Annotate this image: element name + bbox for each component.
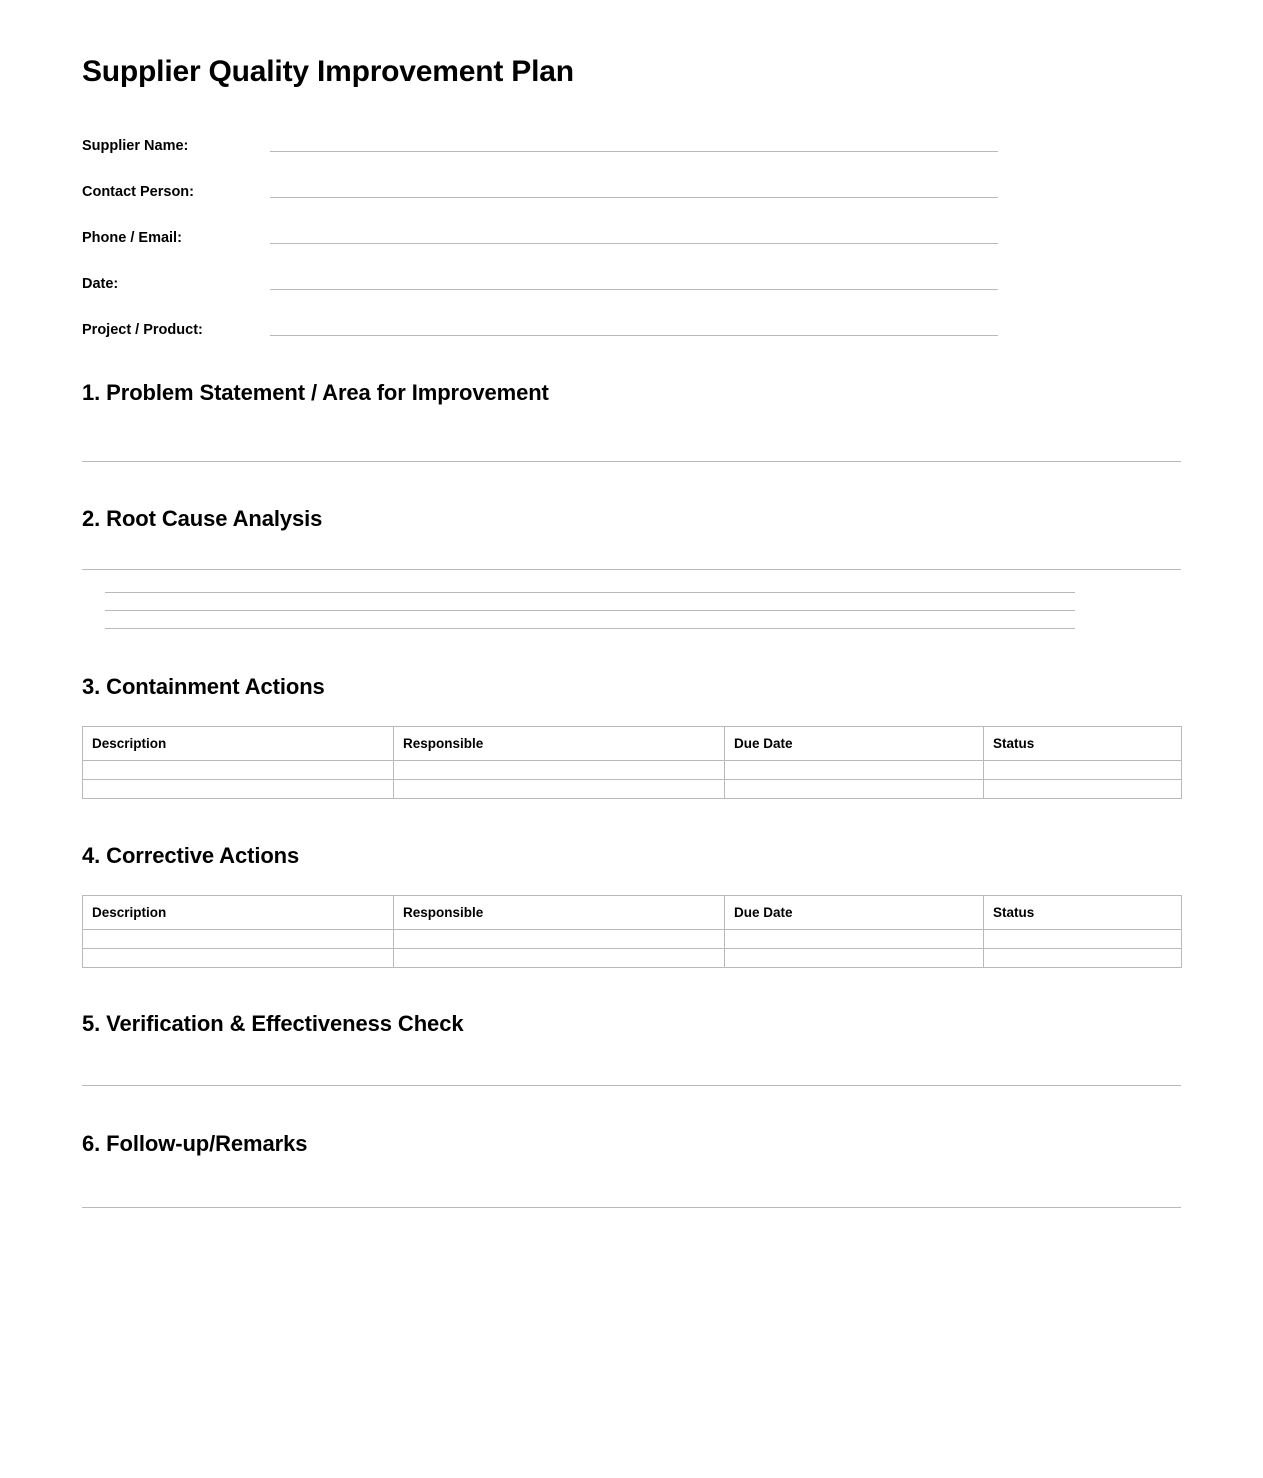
meta-row-contact-person xyxy=(82,156,1181,202)
cell-responsible[interactable] xyxy=(394,779,725,798)
cell-due-date[interactable] xyxy=(725,930,984,949)
page-title: Supplier Quality Improvement Plan xyxy=(82,55,574,88)
cell-status[interactable] xyxy=(984,930,1182,949)
column-header-responsible: Responsible xyxy=(394,896,725,930)
section-1-heading: 1. Problem Statement / Area for Improvement xyxy=(82,380,549,405)
column-header-description: Description xyxy=(83,726,394,760)
section-2-heading: 2. Root Cause Analysis xyxy=(82,506,323,532)
cell-due-date[interactable] xyxy=(725,760,984,779)
column-header-due-date: Due Date xyxy=(725,726,984,760)
date-label: Date: xyxy=(82,275,119,292)
meta-row-phone-email xyxy=(82,202,1181,248)
section-containment-actions xyxy=(82,674,1181,799)
section-3-heading: 3. Containment Actions xyxy=(82,673,325,699)
project-product-input[interactable] xyxy=(270,335,998,336)
phone-email-input[interactable] xyxy=(270,243,998,244)
cell-due-date[interactable] xyxy=(725,779,984,798)
column-header-due-date: Due Date xyxy=(725,896,984,930)
table-row xyxy=(83,930,1182,949)
section-4-heading: 4. Corrective Actions xyxy=(82,842,300,868)
column-header-status: Status xyxy=(984,726,1182,760)
section-problem-statement xyxy=(82,380,1181,462)
cell-responsible[interactable] xyxy=(394,930,725,949)
follow-up-answer-area[interactable] xyxy=(82,1207,1181,1208)
section-follow-up-remarks xyxy=(82,1131,1181,1207)
table-row xyxy=(83,779,1182,798)
cell-due-date[interactable] xyxy=(725,949,984,968)
corrective-actions-table xyxy=(82,895,1182,968)
date-input[interactable] xyxy=(270,289,998,290)
cell-description[interactable] xyxy=(83,930,394,949)
root-cause-answer-area[interactable] xyxy=(82,569,1181,570)
meta-row-date xyxy=(82,248,1181,294)
column-header-status: Status xyxy=(984,896,1182,930)
section-corrective-actions xyxy=(82,843,1181,968)
root-cause-write-line[interactable] xyxy=(105,628,1075,629)
cell-status[interactable] xyxy=(984,760,1182,779)
cell-status[interactable] xyxy=(984,779,1182,798)
verification-answer-area[interactable] xyxy=(82,1085,1181,1086)
meta-row-supplier-name xyxy=(82,110,1181,156)
column-header-description: Description xyxy=(83,896,394,930)
table-row xyxy=(83,760,1182,779)
table-header-row xyxy=(83,726,1182,760)
section-root-cause-analysis xyxy=(82,506,1181,628)
meta-row-project-product xyxy=(82,294,1181,340)
project-product-label: Project / Product: xyxy=(82,321,203,338)
section-verification-effectiveness xyxy=(82,1011,1181,1086)
section-5-heading: 5. Verification & Effectiveness Check xyxy=(82,1011,464,1037)
cell-status[interactable] xyxy=(984,949,1182,968)
table-row xyxy=(83,949,1182,968)
supplier-name-input[interactable] xyxy=(270,151,998,152)
cell-responsible[interactable] xyxy=(394,760,725,779)
supplier-name-label: Supplier Name: xyxy=(82,137,189,154)
cell-responsible[interactable] xyxy=(394,949,725,968)
problem-statement-answer-area[interactable] xyxy=(82,461,1181,462)
contact-person-input[interactable] xyxy=(270,197,998,198)
table-header-row xyxy=(83,896,1182,930)
section-6-heading: 6. Follow-up/Remarks xyxy=(82,1131,308,1157)
phone-email-label: Phone / Email: xyxy=(82,229,182,246)
meta-fields-block xyxy=(82,110,1181,340)
column-header-responsible: Responsible xyxy=(394,726,725,760)
containment-actions-table xyxy=(82,726,1182,799)
contact-person-label: Contact Person: xyxy=(82,183,194,200)
root-cause-write-line[interactable] xyxy=(105,610,1075,611)
cell-description[interactable] xyxy=(83,949,394,968)
cell-description[interactable] xyxy=(83,779,394,798)
root-cause-writing-lines xyxy=(105,592,1181,629)
root-cause-write-line[interactable] xyxy=(105,592,1075,593)
cell-description[interactable] xyxy=(83,760,394,779)
